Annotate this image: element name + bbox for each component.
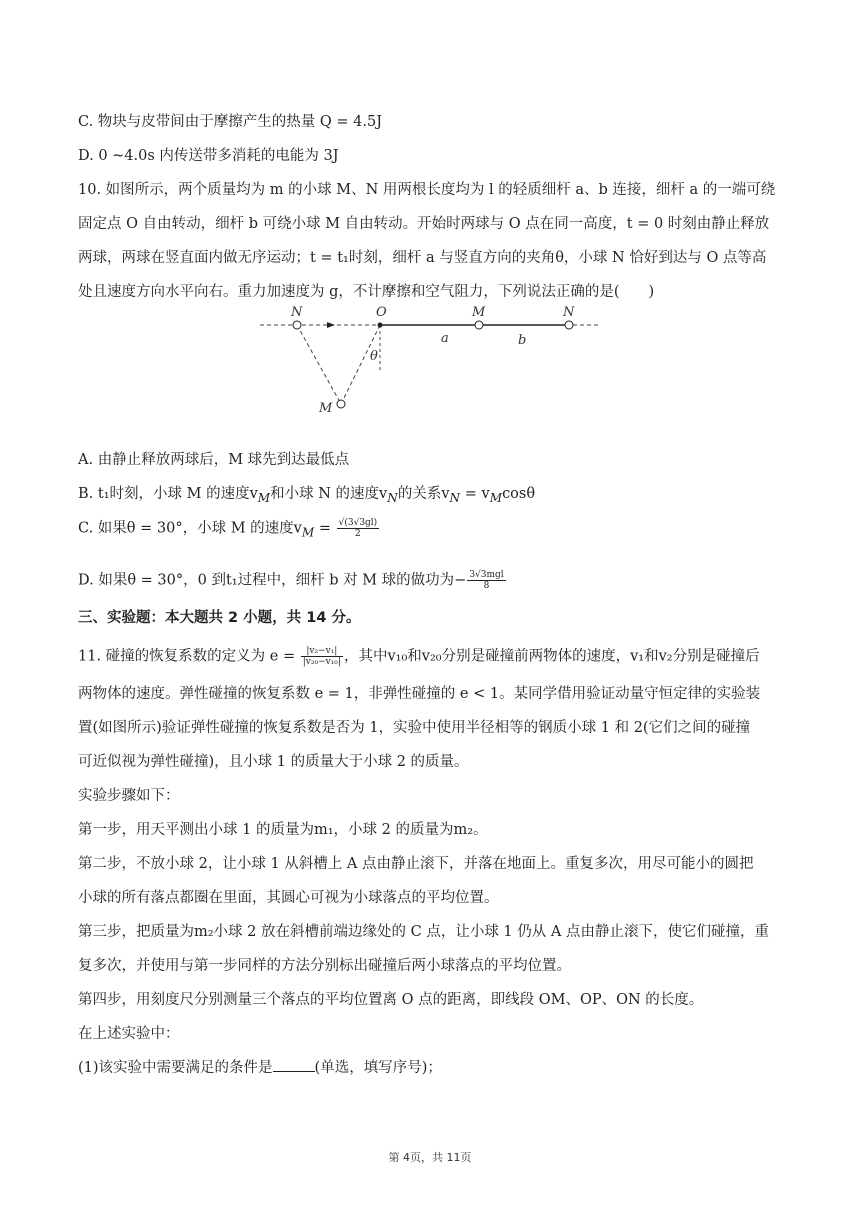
fig-label-n-right: N (563, 305, 575, 320)
q11-step-3b: 复多次，并使用与第一步同样的方法分别标出碰撞后两小球落点的平均位置。 (78, 958, 571, 974)
q11-steps-heading: 实验步骤如下： (78, 788, 180, 804)
q11-line-3: 置(如图所示)验证弹性碰撞的恢复系数是否为 1，实验中使用半径相等的钢质小球 1 和 2(它们之间的碰撞 (78, 720, 751, 736)
q11-part-1: (1)该实验中需要满足的条件是 (单选，填写序号)； (78, 1060, 442, 1076)
q11-line-4: 可近似视为弹性碰撞)，且小球 1 的质量大于小球 2 的质量。 (78, 754, 469, 770)
q11-in-experiment: 在上述实验中： (78, 1026, 180, 1042)
fig-label-n-left: N (291, 305, 303, 320)
option-c-q9: C. 物块与皮带间由于摩擦产生的热量 Q = 4.5J (78, 114, 383, 130)
q11-step-1: 第一步，用天平测出小球 1 的质量为m₁，小球 2 的质量为m₂。 (78, 822, 488, 838)
fig-label-m-right: M (472, 305, 486, 320)
q11-line-1: 11. 碰撞的恢复系数的定义为 e = $\frac{\text{|v₂−v₁|}}{\text{|v₂₀−v₁₀|}}$ ，其中v₁₀和v₂₀分别是碰撞前两物体的速度，v₁和v₂分别是碰撞后 (78, 646, 760, 667)
q11-step-3a: 第三步，把质量为m₂小球 2 放在斜槽前端边缘处的 C 点，让小球 1 仍从 A 点由静止滚下，使它们碰撞，重 (78, 924, 769, 940)
q11-step-4: 第四步，用刻度尺分别测量三个落点的平均位置离 O 点的距离，即线段 OM、OP、ON 的长度。 (78, 992, 704, 1008)
fig-label-a: a (441, 331, 449, 346)
fig-label-o: O (376, 305, 387, 320)
q10-line-4: 处且速度方向水平向右。重力加速度为 g，不计摩擦和空气阻力，下列说法正确的是( ) (78, 284, 655, 300)
q10-line-1: 10. 如图所示，两个质量均为 m 的小球 M、N 用两根长度均为 l 的轻质细杆 a、b 连接，细杆 a 的一端可绕 (78, 182, 776, 198)
fig-label-m-bottom: M (319, 401, 333, 416)
option-a-q10: A. 由静止释放两球后，M 球先到达最低点 (78, 452, 350, 468)
q10-line-2: 固定点 O 自由转动，细杆 b 可绕小球 M 自由转动。开始时两球与 O 点在同一高度，t = 0 时刻由静止释放 (78, 216, 770, 232)
option-b-q10: B. t₁时刻，小球 M 的速度$v_M$和小球 N 的速度$v_N$的关系$v_N = v_M\cos\theta$ (78, 486, 536, 505)
q10-figure (255, 300, 605, 420)
option-d-q10: D. 如果θ = 30°，0 到t₁过程中，细杆 b 对 M 球的做功为− $\frac{\text{3√3mgl}}{8}$ (78, 570, 504, 591)
option-c-q10: C. 如果θ = 30°，小球 M 的速度$v_M$ = $\frac{√(3√3gl)}{2}$ (78, 518, 378, 540)
page-footer: 第 4页，共 11页 (388, 1151, 472, 1164)
section-heading-experiments: 三、实验题：本大题共 2 小题，共 14 分。 (78, 610, 361, 626)
q10-line-3: 两球，两球在竖直面内做无序运动；t = t₁时刻，细杆 a 与竖直方向的夹角θ，小球 N 恰好到达与 O 点等高 (78, 250, 767, 266)
fig-label-theta: θ (370, 349, 378, 364)
fig-label-b: b (518, 333, 527, 348)
q11-step-2b: 小球的所有落点都圈在里面，其圆心可视为小球落点的平均位置。 (78, 890, 499, 906)
option-d-q9: D. 0 ~4.0s 内传送带多消耗的电能为 3J (78, 148, 339, 164)
q11-step-2a: 第二步，不放小球 2，让小球 1 从斜槽上 A 点由静止滚下，并落在地面上。重复多次，用尽可能小的圆把 (78, 856, 754, 872)
q11-line-2: 两物体的速度。弹性碰撞的恢复系数 e = 1，非弹性碰撞的 e < 1。某同学借用验证动量守恒定律的实验装 (78, 686, 761, 702)
answer-blank (273, 1059, 315, 1072)
